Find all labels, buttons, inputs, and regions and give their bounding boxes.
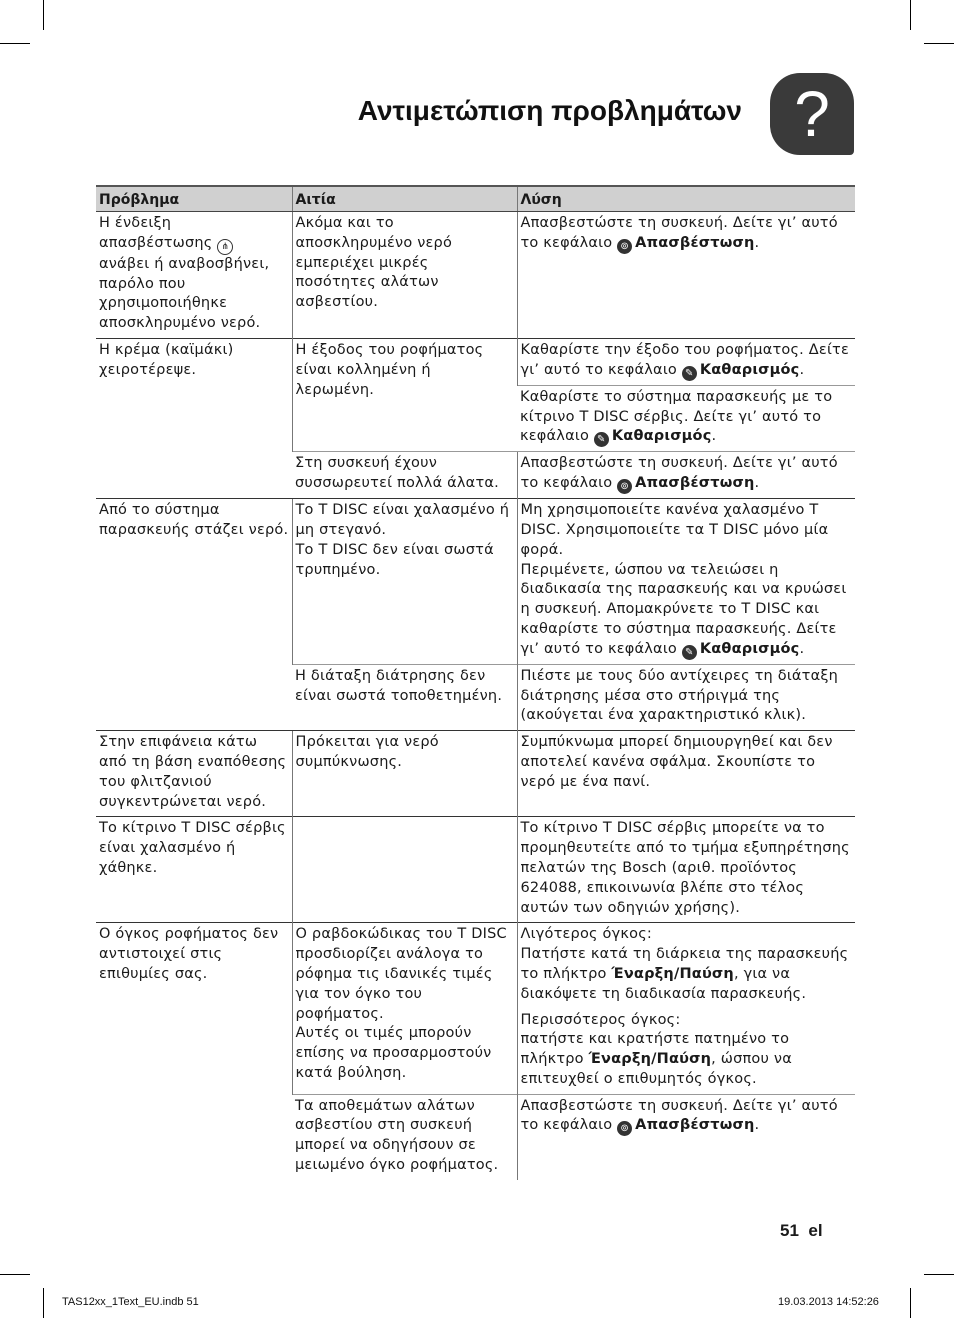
chapter-ref: Καθαρισμός: [699, 640, 800, 657]
solution-cell: [517, 338, 855, 385]
column-header-cause: Αιτία: [292, 186, 517, 212]
cause-cell: Πρόκειται για νερό συμπύκνωσης.: [292, 731, 517, 817]
problem-cell: Το κίτρινο T DISC σέρβις είναι χαλασμένο ή χάθηκε.: [96, 817, 292, 923]
page-number: [780, 1221, 823, 1241]
period: .: [754, 234, 760, 251]
solution-cell: Το κίτρινο T DISC σέρβις μπορείτε να το προμηθευτείτε από το τμήμα εξυπηρέτησης πελατών της Bosch (αριθ. προϊόντος 624088, επικοινωνία βλέπε στο τέλος αυτών των οδηγιών χρήσης).: [517, 817, 855, 923]
solution-text: Πατήστε κατά τη διάρκεια της παρασκευής το πλήκτρο: [520, 946, 849, 982]
table-row: [96, 212, 855, 339]
solution-text: Περιμένετε, ώσπου να τελειώσει η διαδικασία της παρασκευής και να κρυώσει η συσκευή. Απομακρύνετε το T DISC και καθαρίστε το σύστημα παρασκευής. Δείτε γι’ αυτό το κεφάλαιο: [520, 561, 847, 657]
solution-cell: [517, 499, 855, 665]
solution-cell: [517, 923, 855, 1094]
footer-file-info: TAS12xx_1Text_EU.indb 51: [62, 1296, 199, 1308]
cause-cell: Στη συσκευή έχουν συσσωρευτεί πολλά άλατα.: [292, 452, 517, 499]
solution-heading: Λιγότερος όγκος:: [520, 926, 653, 943]
cause-text: Ο ραβδοκώδικας του T DISC προσδιορίζει ανάλογα το ρόφημα τις ιδανικές τιμές για τον όγκο του ροφήματος.: [295, 926, 507, 1022]
problem-text: ανάβει ή αναβοσβήνει, παρόλο που χρησιμοποιήθηκε αποσκληρυμένο νερό.: [99, 255, 270, 332]
page-number-value: 51: [780, 1221, 799, 1240]
solution-cell: [517, 212, 855, 339]
solution-cell: Συμπύκνωμα μπορεί δημιουργηθεί και δεν αποτελεί κανένα σφάλμα. Σκουπίστε το νερό με ένα πανί.: [517, 731, 855, 817]
troubleshooting-table: [96, 185, 855, 1180]
table-header-row: [96, 186, 855, 212]
solution-text: Καθαρίστε το σύστημα παρασκευής με το κίτρινο T DISC σέρβις. Δείτε γι’ αυτό το κεφάλαιο: [520, 388, 833, 445]
solution-text: πατήστε και κρατήστε πατημένο το πλήκτρο: [520, 1031, 790, 1068]
solution-cell: [517, 1094, 855, 1180]
crop-mark: [43, 1288, 44, 1318]
period: .: [799, 640, 805, 657]
solution-text: , για να διακόψετε τη διαδικασία παρασκευής.: [520, 965, 807, 1002]
table-row: [96, 338, 855, 385]
table-row: [96, 923, 855, 1094]
column-header-solution: Λύση: [517, 186, 855, 212]
column-header-problem: Πρόβλημα: [96, 186, 292, 212]
problem-cell: Ο όγκος ροφήματος δεν αντιστοιχεί στις επιθυμίες σας.: [96, 923, 292, 1180]
chapter-ref: Απασβέστωση: [635, 475, 755, 492]
language-code: el: [808, 1221, 823, 1240]
crop-mark: [924, 1274, 954, 1275]
crop-mark: [0, 1274, 30, 1275]
question-mark-icon: ?: [770, 73, 854, 155]
solution-text: Καθαρίστε την έξοδο του ροφήματος. Δείτε γι’ αυτό το κεφάλαιο: [520, 341, 850, 378]
start-pause-key-label: Έναρξη/Παύση: [611, 965, 734, 982]
table-row: [96, 731, 855, 817]
solution-cell: Πιέστε με τους δύο αντίχειρες τη διάταξη διάτρησης μέσα στο στήριγμά της (ακούγεται ένα χαρακτηριστικό κλικ).: [517, 664, 855, 730]
solution-text: Απασβεστώστε τη συσκευή. Δείτε γι’ αυτό το κεφάλαιο: [520, 215, 838, 251]
solution-text: , ώσπου να επιτευχθεί ο επιθυμητός όγκος.: [520, 1051, 792, 1087]
page-title: Αντιμετώπιση προβλημάτων: [357, 95, 742, 126]
cause-text: Το T DISC είναι χαλασμένο ή μη στεγανό.: [295, 502, 510, 538]
chapter-ref: Καθαρισμός: [699, 361, 800, 378]
descaling-icon: ⊚: [617, 1121, 632, 1136]
chapter-ref: Καθαρισμός: [611, 428, 712, 445]
cause-cell: Η έξοδος του ροφήματος είναι κολλημένη ή λερωμένη.: [292, 338, 517, 451]
cause-cell: [292, 923, 517, 1094]
solution-heading: Περισσότερος όγκος:: [520, 1011, 681, 1028]
crop-mark: [43, 0, 44, 30]
chapter-ref: Απασβέστωση: [635, 1117, 755, 1134]
problem-cell: Από το σύστημα παρασκευής στάζει νερό.: [96, 499, 292, 731]
cause-text: Αυτές οι τιμές μπορούν επίσης να προσαρμοστούν κατά βούληση.: [295, 1025, 492, 1081]
solution-cell: [517, 452, 855, 499]
cleaning-icon: ✎: [682, 366, 697, 381]
descaling-icon: ⋔: [217, 239, 233, 255]
descaling-icon: ⊚: [617, 479, 632, 494]
period: .: [711, 428, 717, 445]
footer-timestamp: 19.03.2013 14:52:26: [778, 1296, 879, 1308]
problem-cell: [96, 212, 292, 339]
table-row: [96, 499, 855, 665]
cause-text: Το T DISC δεν είναι σωστά τρυπημένο.: [295, 541, 494, 578]
problem-cell: Η κρέμα (καϊμάκι) χειροτέρεψε.: [96, 338, 292, 498]
period: .: [799, 361, 805, 378]
period: .: [754, 1117, 760, 1134]
cleaning-icon: ✎: [594, 432, 609, 447]
descaling-icon: ⊚: [617, 239, 632, 254]
solution-cell: [517, 385, 855, 452]
period: .: [754, 475, 760, 492]
solution-text: Απασβεστώστε τη συσκευή. Δείτε γι’ αυτό το κεφάλαιο: [520, 455, 838, 492]
cause-cell: [292, 817, 517, 923]
solution-text: Μη χρησιμοποιείτε κανένα χαλασμένο T DISC. Χρησιμοποιείτε τα T DISC μόνο μία φορά.: [520, 502, 829, 558]
start-pause-key-label: Έναρξη/Παύση: [588, 1051, 712, 1068]
solution-text: Απασβεστώστε τη συσκευή. Δείτε γι’ αυτό το κεφάλαιο: [520, 1097, 838, 1134]
chapter-ref: Απασβέστωση: [635, 234, 755, 251]
cleaning-icon: ✎: [682, 645, 697, 660]
crop-mark: [910, 0, 911, 30]
crop-mark: [910, 1288, 911, 1318]
cause-cell: Η διάταξη διάτρησης δεν είναι σωστά τοποθετημένη.: [292, 664, 517, 730]
table-row: [96, 817, 855, 923]
problem-cell: Στην επιφάνεια κάτω από τη βάση εναπόθεσης του φλιτζανιού συγκεντρώνεται νερό.: [96, 731, 292, 817]
cause-cell: Τα αποθεμάτων αλάτων ασβεστίου στη συσκευή μπορεί να οδηγήσουν σε μειωμένο όγκο ροφήματος.: [292, 1094, 517, 1180]
cause-cell: [292, 499, 517, 665]
cause-cell: Ακόμα και το αποσκληρυμένο νερό εμπεριέχει μικρές ποσότητες αλάτων ασβεστίου.: [292, 212, 517, 339]
crop-mark: [0, 43, 30, 44]
problem-text: Η ένδειξη απασβέστωσης: [99, 215, 213, 251]
crop-mark: [924, 43, 954, 44]
